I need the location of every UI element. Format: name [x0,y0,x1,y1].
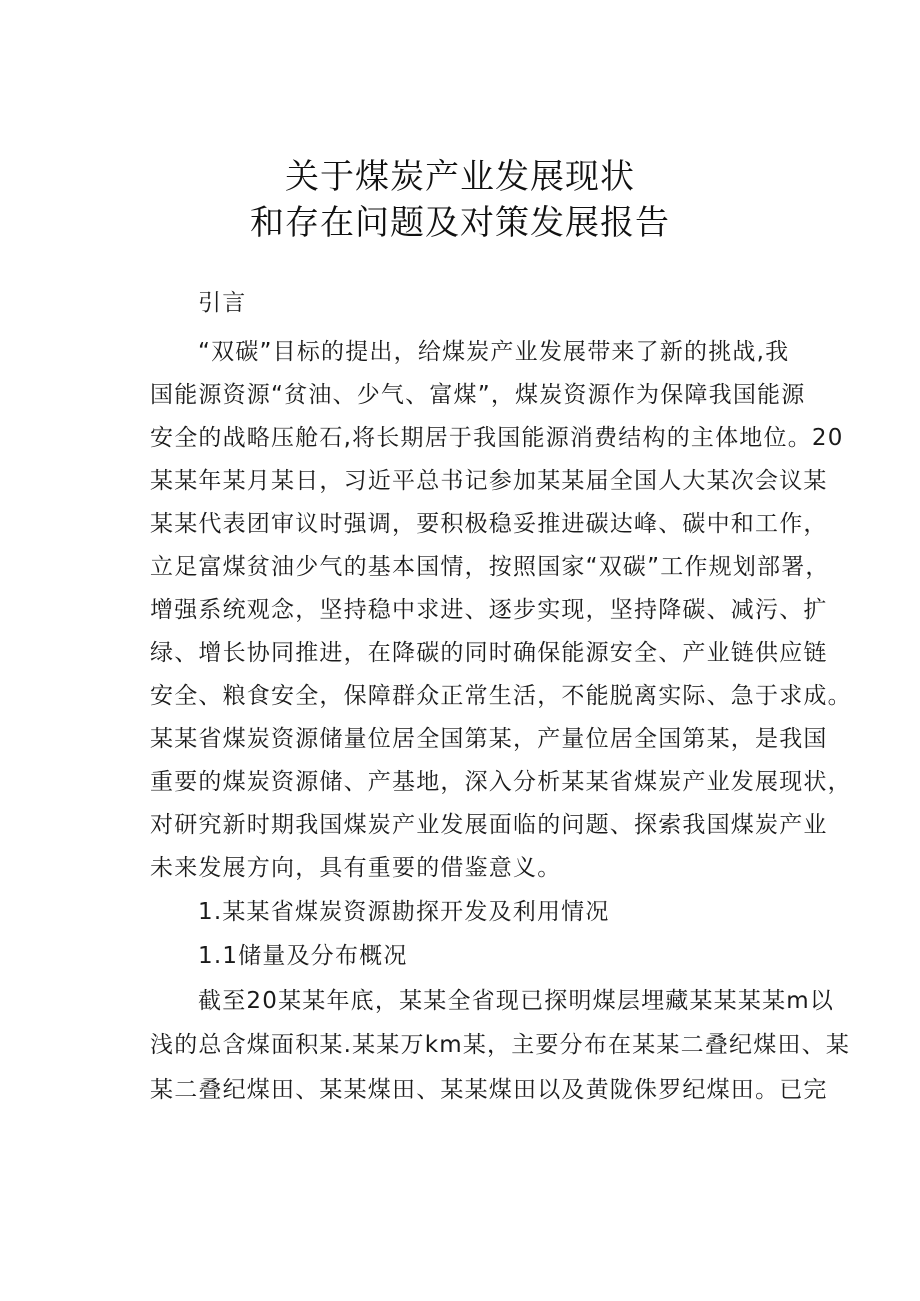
section-1-1-paragraph-line-1: 截至20某某年底，某某全省现已探明煤层埋藏某某某某m以 [198,988,835,1014]
intro-paragraph-line-7: 增强系统观念，坚持稳中求进、逐步实现，坚持降碳、减污、扩 [150,597,828,623]
intro-paragraph-line-13: 未来发展方向，具有重要的借鉴意义。 [150,855,562,881]
intro-heading: 引言 [198,290,247,316]
intro-paragraph-line-6: 立足富煤贫油少气的基本国情，按照国家“双碳”工作规划部署， [150,554,830,580]
document-title-line-1: 关于煤炭产业发展现状 [285,157,635,197]
section-1-1-heading: 1.1储量及分布概况 [198,943,408,969]
intro-paragraph-line-10: 某某省煤炭资源储量位居全国第某，产量位居全国第某，是我国 [150,726,828,752]
intro-paragraph-line-4: 某某年某月某日，习近平总书记参加某某届全国人大某次会议某 [150,468,828,494]
intro-paragraph-line-2: 国能源资源“贫油、少气、富煤”，煤炭资源作为保障我国能源 [150,382,806,408]
intro-paragraph-line-1: “双碳”目标的提出，给煤炭产业发展带来了新的挑战,我 [198,339,790,365]
section-1-1-paragraph-line-2: 浅的总含煤面积某.某某万km某，主要分布在某某二叠纪煤田、某 [150,1032,851,1058]
section-1-1-paragraph-line-3: 某二叠纪煤田、某某煤田、某某煤田以及黄陇侏罗纪煤田。已完 [150,1077,828,1103]
intro-paragraph-line-5: 某某代表团审议时强调，要积极稳妥推进碳达峰、碳中和工作， [150,511,828,537]
intro-paragraph-line-9: 安全、粮食安全，保障群众正常生活，不能脱离实际、急于求成。 [150,683,852,709]
intro-paragraph-line-11: 重要的煤炭资源储、产基地，深入分析某某省煤炭产业发展现状， [150,769,852,795]
section-1-heading: 1.某某省煤炭资源勘探开发及利用情况 [198,899,610,925]
document-title-line-2: 和存在问题及对策发展报告 [250,203,670,243]
intro-paragraph-line-3: 安全的战略压舱石,将长期居于我国能源消费结构的主体地位。20 [150,425,844,451]
intro-paragraph-line-12: 对研究新时期我国煤炭产业发展面临的问题、探索我国煤炭产业 [150,812,828,838]
intro-paragraph-line-8: 绿、增长协同推进，在降碳的同时确保能源安全、产业链供应链 [150,640,828,666]
